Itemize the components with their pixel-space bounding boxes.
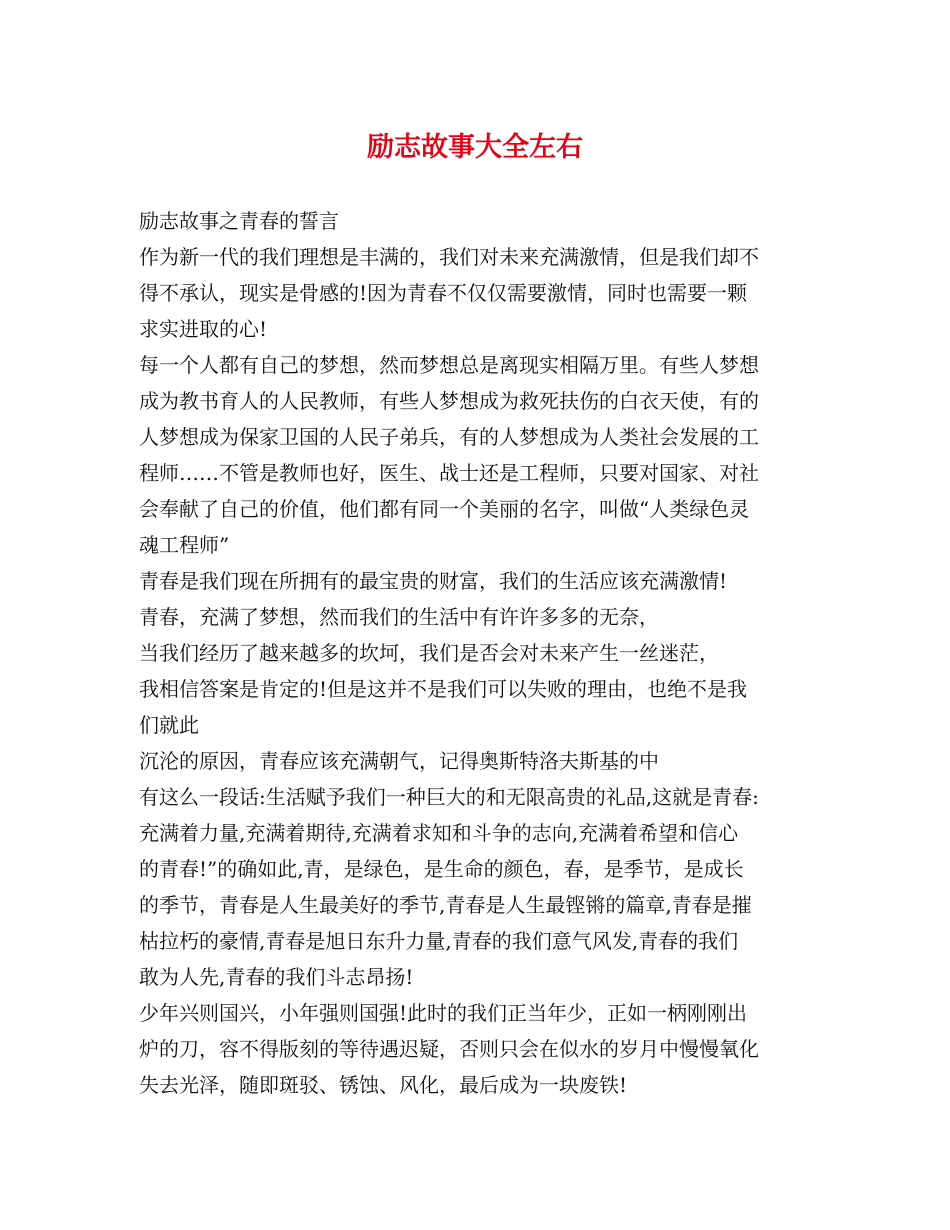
text-line: 有这么一段话:生活赋予我们一种巨大的和无限高贵的礼品,这就是青春: xyxy=(139,785,759,809)
text-line: 的青春!”的确如此,青，是绿色，是生命的颜色，春，是季节，是成长 xyxy=(139,857,744,881)
text-line: 成为教书育人的人民教师，有些人梦想成为救死扶伤的白衣天使，有的 xyxy=(139,389,759,413)
text-line: 魂工程师” xyxy=(139,533,230,557)
text-line: 枯拉朽的豪情,青春是旭日东升力量,青春的我们意气风发,青春的我们 xyxy=(139,929,739,953)
text-line: 青春，充满了梦想，然而我们的生活中有许许多多的无奈， xyxy=(139,605,659,629)
text-line: 充满着力量,充满着期待,充满着求知和斗争的志向,充满着希望和信心 xyxy=(139,821,739,845)
text-line: 失去光泽，随即斑驳、锈蚀、风化，最后成为一块废铁! xyxy=(139,1073,628,1097)
paragraph-heading: 励志故事之青春的誓言 xyxy=(139,209,339,233)
text-line: 求实进取的心! xyxy=(139,317,268,341)
document-body xyxy=(139,203,839,1103)
text-line: 炉的刀，容不得版刻的等待遇迟疑，否则只会在似水的岁月中慢慢氧化 xyxy=(139,1037,759,1061)
text-line: 们就此 xyxy=(139,713,199,737)
text-line: 当我们经历了越来越多的坎坷，我们是否会对未来产生一丝迷茫， xyxy=(139,641,719,665)
text-line: 我相信答案是肯定的!但是这并不是我们可以失败的理由，也绝不是我 xyxy=(139,677,748,701)
text-line: 每一个人都有自己的梦想，然而梦想总是离现实相隔万里。有些人梦想 xyxy=(139,353,759,377)
text-line: 少年兴则国兴，小年强则国强!此时的我们正当年少，正如一柄刚刚出 xyxy=(139,1001,748,1025)
text-line: 的季节，青春是人生最美好的季节,青春是人生最铿锵的篇章,青春是摧 xyxy=(139,893,752,917)
text-line: 作为新一代的我们理想是丰满的，我们对未来充满激情，但是我们却不 xyxy=(139,245,759,269)
text-line: 青春是我们现在所拥有的最宝贵的财富，我们的生活应该充满激情! xyxy=(139,569,728,593)
text-line: 程师……不管是教师也好，医生、战士还是工程师，只要对国家、对社 xyxy=(139,461,759,485)
text-line: 沉沦的原因，青春应该充满朝气，记得奥斯特洛夫斯基的中 xyxy=(139,749,659,773)
text-line: 会奉献了自己的价值，他们都有同一个美丽的名字，叫做“人类绿色灵 xyxy=(139,497,750,521)
text-line: 人梦想成为保家卫国的人民子弟兵，有的人梦想成为人类社会发展的工 xyxy=(139,425,759,449)
document-title: 励志故事大全左右 xyxy=(367,132,583,163)
text-line: 敢为人先,青春的我们斗志昂扬! xyxy=(139,965,414,989)
text-line: 得不承认，现实是骨感的!因为青春不仅仅需要激情，同时也需要一颗 xyxy=(139,281,748,305)
